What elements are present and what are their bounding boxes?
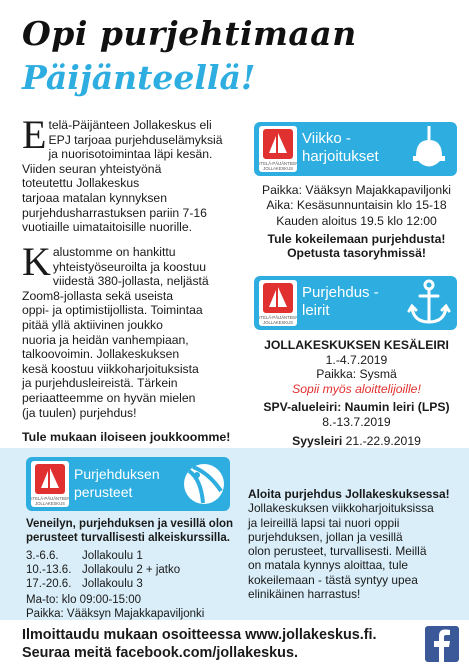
intro-line: ja purjehdusleireistä. Tärkein — [22, 376, 178, 391]
jollakeskus-logo-icon — [259, 280, 297, 326]
weekly-cta-1: Tule kokeilemaan purjehdusta! — [267, 231, 446, 246]
logo-caption-1: ETELÄ-PÄIJÄNTEEN — [259, 315, 297, 320]
intro-line: EPJ tarjoaa purjehduselämyksiä — [48, 132, 223, 147]
camp3 — [254, 434, 459, 449]
intro-line: ja nuorisotoimintaa läpi kesän. — [48, 147, 213, 162]
intro-line: yhteistyöseuroilta ja koostuu — [52, 259, 206, 274]
camp3-dates: 21.-22.9.2019 — [342, 433, 421, 448]
intro-line: alustomme on hankittu — [52, 245, 176, 259]
start-line: olon perusteet, turvallisesti. Meillä — [248, 544, 427, 559]
logo-caption-2: JOLLAKESKUS — [263, 166, 293, 171]
weekly-banner — [254, 122, 457, 176]
camp2-title: SPV-alueleiri: Naumin leiri (LPS) — [263, 400, 450, 415]
footer-line2: Seuraa meitä facebook.com/jollakeskus. — [22, 645, 298, 661]
camp1-note: Sopii myös aloittelijoille! — [292, 381, 421, 396]
schedule-course: Jollakoulu 3 — [82, 578, 143, 590]
intro-line: pitää yllä aktiivinen joukko — [22, 317, 163, 332]
camp3-title: Syysleiri — [292, 433, 343, 448]
basics-place: Paikka: Vääksyn Majakkapaviljonki — [26, 608, 205, 620]
intro-line: oppi- ja optimistijollista. Toimintaa — [22, 303, 203, 318]
camp1-dates: 1.-4.7.2019 — [325, 352, 388, 367]
page-title-line1: Opi purjehtimaan — [22, 14, 357, 53]
camps-banner — [254, 276, 457, 330]
beach-ball-icon — [181, 461, 227, 512]
start-line: ja leireillä lapsi tai nuori oppii — [248, 515, 400, 530]
join-text: Tule mukaan iloiseen joukkoomme! — [22, 430, 231, 444]
intro-line: tarjoaa matalan kynnyksen — [22, 190, 167, 205]
logo-caption-2: JOLLAKESKUS — [35, 501, 65, 506]
intro-line: Viiden seuran yhteistyönä — [22, 161, 162, 176]
intro-line: nuoria ja heidän vanhempiaan, — [22, 332, 189, 347]
basics-banner-title — [74, 465, 160, 501]
basics-intro-2: perusteet turvallisesti alkeiskurssilla. — [26, 532, 230, 544]
camp1-title: JOLLAKESKUKSEN KESÄLEIRI — [264, 338, 449, 352]
intro-line: periaatteemme on hyvän mielen — [22, 390, 196, 405]
weekly-time: Aika: Kesäsunnuntaisin klo 15-18 — [266, 197, 447, 212]
weekly-place: Paikka: Vääksyn Majakkapaviljonki — [262, 183, 451, 197]
logo-caption-2: JOLLAKESKUS — [263, 320, 293, 325]
facebook-icon[interactable] — [425, 626, 459, 662]
weekly-season: Kauden aloitus 19.5 klo 12:00 — [276, 214, 437, 229]
logo-caption-1: ETELÄ-PÄIJÄNTEEN — [259, 161, 297, 166]
intro-line: toteutettu Jollakeskus — [22, 176, 140, 191]
intro-paragraph-2-text — [22, 239, 254, 420]
page-title-line2: Päijänteellä! — [22, 58, 256, 97]
weekly-banner-title — [302, 130, 379, 166]
schedule-dates: 17.-20.6. — [26, 578, 72, 590]
schedule-course: Jollakoulu 2 + jatko — [82, 564, 181, 576]
start-section — [248, 487, 460, 601]
dropcap-e: E — [22, 112, 47, 157]
anchor-icon — [404, 278, 454, 333]
weekly-banner-line2: harjoitukset — [302, 148, 379, 165]
schedule-dates: 10.-13.6. — [26, 564, 72, 576]
start-title: Aloita purjehdus Jollakeskuksessa! — [248, 487, 450, 501]
footer-text — [22, 626, 377, 662]
schedule-row — [26, 577, 240, 591]
camps-details — [254, 338, 459, 463]
camp2-dates: 8.-13.7.2019 — [322, 414, 391, 429]
basics-details — [26, 517, 240, 621]
intro-line: telä-Päijänteen Jollakeskus eli — [48, 118, 212, 132]
start-line: kokeilemaan - tästä syntyy upea — [248, 572, 418, 587]
basics-banner — [26, 457, 230, 511]
intro-paragraph-1 — [22, 112, 254, 235]
schedule-row — [26, 549, 240, 563]
intro-paragraph-1-text — [22, 112, 254, 235]
dropcap-k: K — [22, 239, 51, 284]
start-text — [248, 501, 460, 601]
basics-intro-1: Veneilyn, purjehduksen ja vesillä olon — [26, 518, 234, 530]
basics-schedule — [26, 549, 240, 591]
basics-banner-line1: Purjehduksen — [74, 466, 160, 482]
schedule-row — [26, 563, 240, 577]
basics-banner-line2: perusteet — [74, 484, 133, 500]
weekly-banner-line1: Viikko - — [302, 130, 351, 147]
jollakeskus-logo-icon — [31, 461, 69, 507]
start-line: purjehduksen, jollan ja vesillä — [248, 529, 403, 544]
footer-line1: Ilmoittaudu mukaan osoitteessa www.jollakeskus.fi. — [22, 627, 377, 643]
basics-time: Ma-to: klo 09:00-15:00 — [26, 594, 142, 606]
camps-banner-title — [302, 284, 379, 320]
intro-line: viidestä 380-jollasta, neljästä — [52, 274, 209, 289]
intro-line: Zoom8-jollasta sekä useista — [22, 288, 174, 303]
schedule-dates: 3.-6.6. — [26, 550, 59, 562]
intro-line: purjehdusharrastuksen pariin 7-16 — [22, 205, 207, 220]
weekly-details — [254, 183, 459, 261]
weekly-cta-2: Opetusta tasoryhmissä! — [287, 246, 426, 261]
intro-line: (ja tuulen) purjehdus! — [22, 405, 137, 420]
intro-line: talkoovoimin. Jollakeskuksen — [22, 347, 180, 362]
start-line: Jollakeskuksen viikkoharjoituksissa — [248, 501, 434, 516]
intro-line: kesä koostuu viikkoharjoituksista — [22, 361, 199, 376]
intro-line: vuotiaille uimataitoisille nuorille. — [22, 220, 193, 235]
schedule-course: Jollakoulu 1 — [82, 550, 143, 562]
buoy-icon — [404, 124, 454, 179]
camp1-place: Paikka: Sysmä — [316, 367, 397, 382]
logo-caption-1: ETELÄ-PÄIJÄNTEEN — [31, 496, 69, 501]
intro-paragraph-2 — [22, 239, 254, 420]
start-line: elinikäinen harrastus! — [248, 587, 361, 602]
camps-banner-line2: leirit — [302, 302, 330, 319]
start-line: on matala kynnys aloittaa, tule — [248, 558, 408, 573]
jollakeskus-logo-icon — [259, 126, 297, 172]
camps-banner-line1: Purjehdus - — [302, 284, 379, 301]
